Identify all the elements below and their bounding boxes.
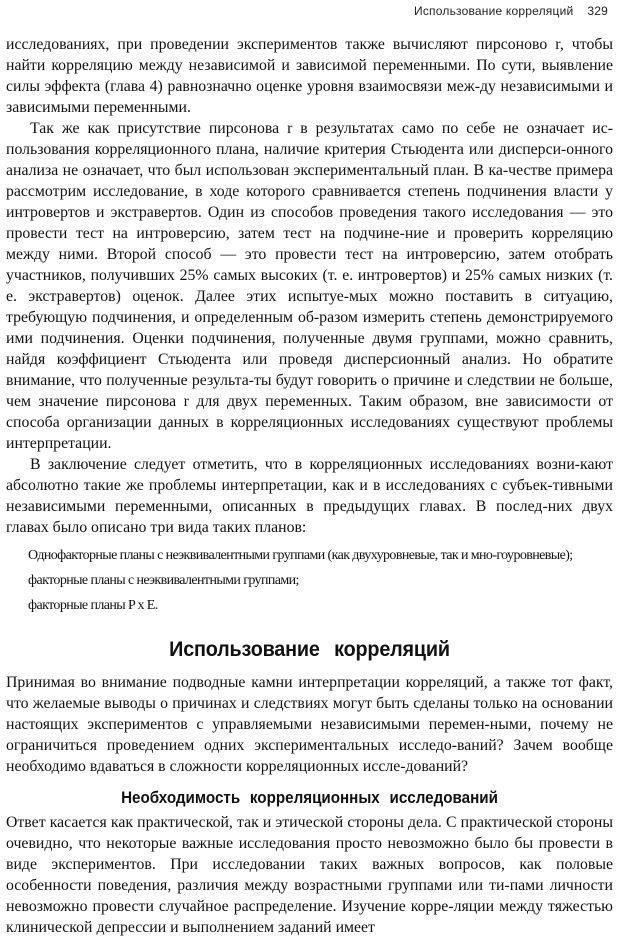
subsection-heading: Необходимость корреляционных исследований bbox=[121, 789, 498, 807]
paragraph-continued: исследованиях, при проведении экспериментов также вычисляют пирсоново r, чтобы найти корреляцию между независимой и зависимой переменными. По сути, выявление силы эффекта (глава 4) равнозначно оценке уровня взаимосвязи меж-ду независимыми и зависимыми переменными. bbox=[6, 36, 613, 116]
running-title: Использование корреляций bbox=[414, 4, 574, 18]
design-list bbox=[6, 546, 613, 615]
list-item: факторные планы P x E. bbox=[28, 598, 158, 613]
page-body bbox=[6, 34, 613, 938]
page-number: 329 bbox=[587, 4, 608, 18]
section-heading: Использование корреляций bbox=[169, 637, 450, 661]
list-item: Однофакторные планы с неэквивалентными группами (как двухуровневые, так и мно-гоуровневые); bbox=[28, 548, 573, 563]
paragraph-conclusion: В заключение следует отметить, что в корреляционных исследованиях возни-кают абсолютно такие же проблемы интерпретации, как и в исследованиях с субъек-тивными независимыми переменными, описанных в предыдущих главах. В послед-них двух главах было описано три вида таких планов: bbox=[6, 456, 613, 536]
paragraph-pearson-example: Так же как присутствие пирсонова r в результатах само по себе не означает ис-пользования корреляционного плана, наличие критерия Стьюдента или дисперси-онного анализа не означает, что был использован экспериментальный план. В ка-честве примера рассмотрим исследование, в ходе которого сравнивается степень подчинения власти у интровертов и экстравертов. Один из способов проведения такого исследования — это провести тест на интроверсию, затем тест на подчине-ние и проверить корреляцию между ними. Второй способ — это провести тест на интроверсию, затем отобрать участников, получивших 25% самых высоких (т. е. интровертов) и 25% самых низких (т. е. экстравертов) оценок. Далее этих испытуе-мых можно поставить в ситуацию, требующую подчинения, и определенным об-разом измерить степень демонстрируемого ими подчинения. Оценки подчинения, полученные двумя группами, можно сравнить, найдя коэффициент Стьюдента или проведя дисперсионный анализ. Но обратите внимание, что полученные результа-ты будут говорить о причине и следствии не больше, чем значение пирсонова r для двух переменных. Таким образом, вне зависимости от способа организации данных в корреляционных исследованиях существуют проблемы интерпретации. bbox=[6, 120, 613, 452]
paragraph-answer: Ответ касается как практической, так и этической стороны дела. С практической стороны очевидно, что некоторые важные исследования просто невозможно было бы провести в виде экспериментов. При исследовании таких важных вопросов, как половые особенности поведения, различия между возрастными группами или ти-пами личности невозможно провести случайное распределение. Изучение корре-ляции между тяжестью клинической депрессии и выполнением заданий имеет bbox=[6, 814, 613, 936]
running-header bbox=[0, 4, 608, 18]
list-item: факторные планы с неэквивалентными группами; bbox=[28, 573, 299, 588]
paragraph-section-intro: Принимая во внимание подводные камни интерпретации корреляций, а также тот факт, что желаемые выводы о причинах и следствиях могут быть сделаны только на основании настоящих экспериментов с управляемыми независимыми перемен-ными, почему не ограничиться проведением одних экспериментальных исследо-ваний? Зачем вообще необходимо вдаваться в сложности корреляционных иссле-дований? bbox=[6, 674, 613, 775]
